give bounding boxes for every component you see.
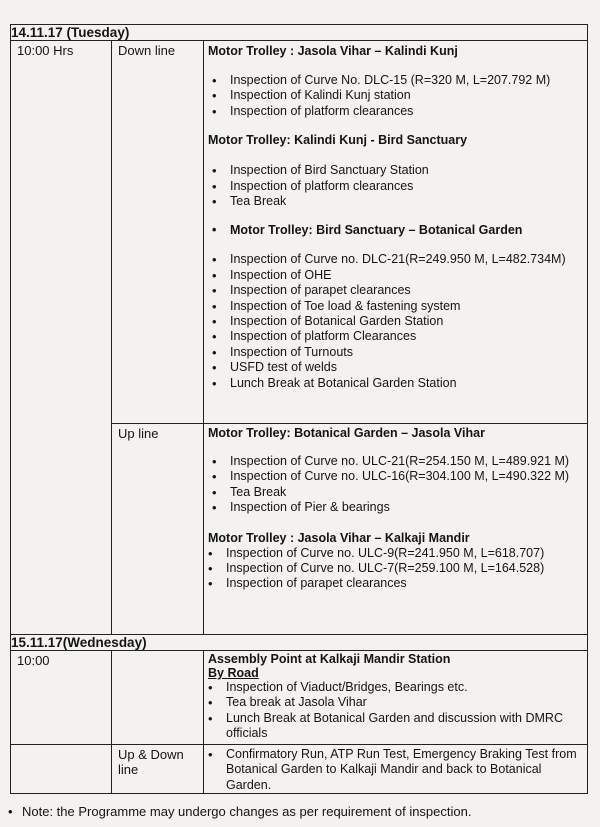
by-road-cell [204, 651, 588, 745]
list-item: • Inspection of Kalindi Kunj station [230, 88, 587, 103]
down-line-cell [204, 41, 588, 424]
up-down-line-label: Up & Down line [112, 745, 204, 794]
by-road-heading: By Road [208, 666, 259, 680]
note-text: • Note: the Programme may undergo changes as per requirement of inspection. [22, 804, 471, 819]
section-items [204, 163, 587, 209]
list-item: • Inspection of parapet clearances [230, 283, 587, 298]
list-item: • Inspection of Curve no. ULC-21(R=254.150 M, L=489.921 M) [230, 454, 587, 469]
date-row-day1 [11, 25, 588, 41]
section-items [204, 745, 587, 793]
empty-cell [112, 651, 204, 745]
list-item: • Inspection of platform Clearances [230, 329, 587, 344]
row-down-line [11, 41, 588, 424]
list-item: • Confirmatory Run, ATP Run Test, Emergency Braking Test from Botanical Garden to Kalkaji Mandir and back to Botanical Garden. [226, 747, 587, 793]
empty-cell [11, 745, 112, 794]
section-items [204, 252, 587, 391]
list-item: • Inspection of Toe load & fastening system [230, 299, 587, 314]
list-item: • Inspection of platform clearances [230, 104, 587, 119]
up-down-cell [204, 745, 588, 794]
list-item: • Lunch Break at Botanical Garden and discussion with DMRC officials [226, 711, 587, 742]
section-heading: • Motor Trolley: Bird Sanctuary – Botanical Garden [204, 223, 587, 237]
time-day1: 10:00 Hrs [11, 41, 112, 635]
section-heading: Motor Trolley: Botanical Garden – Jasola Vihar [208, 426, 485, 440]
list-item: • Lunch Break at Botanical Garden Station [230, 376, 587, 391]
list-item: • Tea break at Jasola Vihar [226, 695, 587, 710]
section-items [204, 454, 587, 516]
list-item: • Inspection of Curve No. DLC-15 (R=320 M, L=207.792 M) [230, 73, 587, 88]
section-items [204, 546, 587, 592]
list-item: • Inspection of Turnouts [230, 345, 587, 360]
up-line-cell [204, 424, 588, 635]
list-item: • Inspection of Curve no. ULC-16(R=304.100 M, L=490.322 M) [230, 469, 587, 484]
section-items [204, 680, 587, 742]
inspection-schedule-table [10, 24, 588, 794]
date-row-day2 [11, 635, 588, 651]
section-heading: Motor Trolley : Jasola Vihar – Kalkaji Mandir [208, 530, 470, 545]
section-heading: Motor Trolley : Jasola Vihar – Kalindi Kunj [208, 44, 458, 58]
list-item: • Inspection of OHE [230, 268, 587, 283]
section-heading: Motor Trolley: Kalindi Kunj - Bird Sanctuary [208, 133, 468, 148]
date-day2: 15.11.17(Wednesday) [11, 635, 588, 651]
down-line-label: Down line [112, 41, 204, 424]
list-item: • Tea Break [230, 485, 587, 500]
date-day1: 14.11.17 (Tuesday) [11, 25, 588, 41]
row-by-road [11, 651, 588, 745]
assembly-point-heading: Assembly Point at Kalkaji Mandir Station [208, 652, 451, 666]
list-item: • Inspection of Botanical Garden Station [230, 314, 587, 329]
list-item: • Inspection of Bird Sanctuary Station [230, 163, 587, 178]
list-item: • Inspection of Curve no. ULC-9(R=241.950 M, L=618.707) [226, 546, 587, 561]
list-item: • Inspection of platform clearances [230, 179, 587, 194]
list-item: • Inspection of Curve no. DLC-21(R=249.950 M, L=482.734M) [230, 252, 587, 267]
list-item: • Inspection of Viaduct/Bridges, Bearings etc. [226, 680, 587, 695]
list-item: • Inspection of parapet clearances [226, 576, 587, 591]
list-item: • USFD test of welds [230, 360, 587, 375]
list-item: • Inspection of Curve no. ULC-7(R=259.100 M, L=164.528) [226, 561, 587, 576]
up-line-label: Up line [112, 424, 204, 635]
list-item: • Tea Break [230, 194, 587, 209]
list-item: • Inspection of Pier & bearings [230, 500, 587, 515]
section-items [204, 73, 587, 119]
time-day2: 10:00 [11, 651, 112, 745]
row-up-down-line [11, 745, 588, 794]
